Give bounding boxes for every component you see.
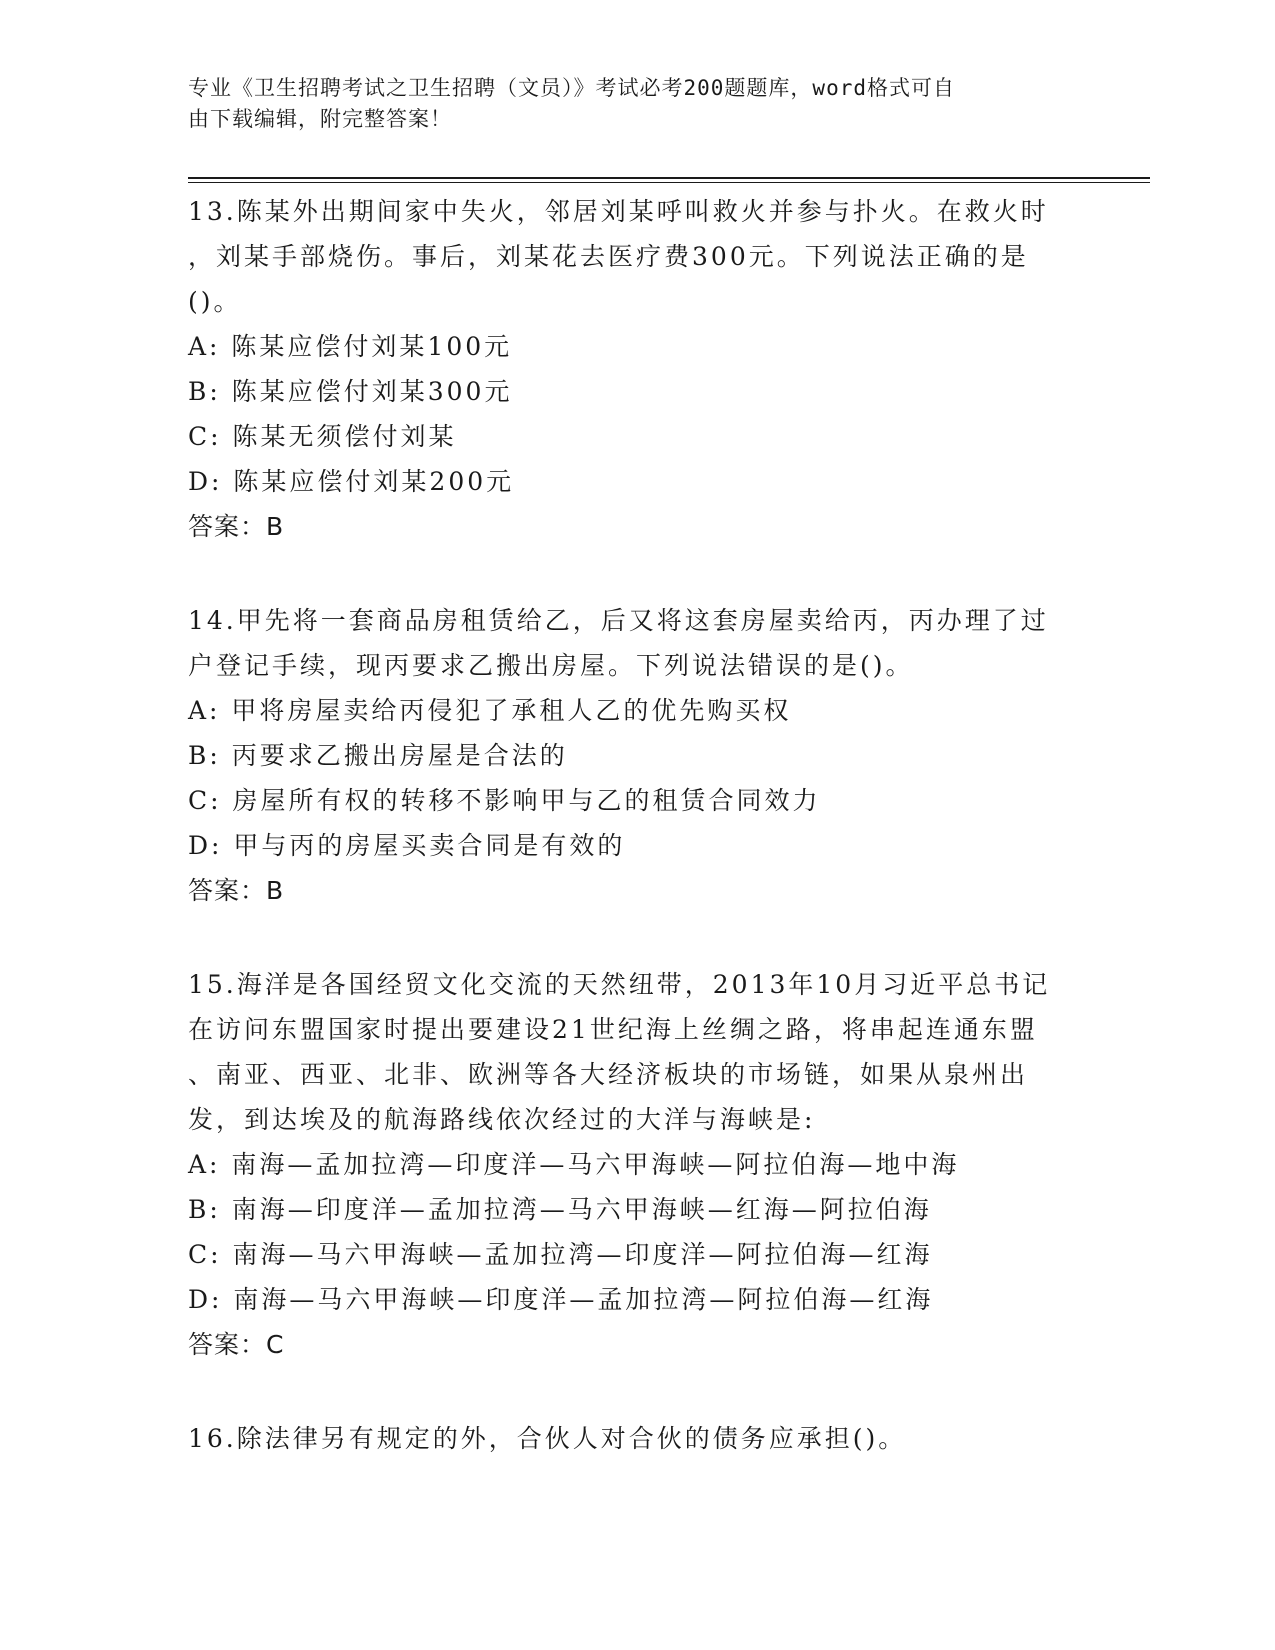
question-text-line: 13.陈某外出期间家中失火，邻居刘某呼叫救火并参与扑火。在救火时 (188, 197, 1049, 226)
option-b: B: 陈某应偿付刘某300元 (188, 377, 513, 406)
question-text-line: ，刘某手部烧伤。事后，刘某花去医疗费300元。下列说法正确的是 (188, 242, 1029, 271)
header-line-1: 专业《卫生招聘考试之卫生招聘（文员）》考试必考200题题库，word格式可自 (188, 76, 955, 100)
document-header (188, 73, 1068, 135)
question-14 (188, 598, 1078, 913)
answer: 答案：C (188, 1330, 285, 1359)
option-b: B: 丙要求乙搬出房屋是合法的 (188, 741, 568, 770)
question-text-line: 16.除法律另有规定的外，合伙人对合伙的债务应承担()。 (188, 1424, 907, 1453)
option-c: C: 陈某无须偿付刘某 (188, 422, 457, 451)
option-c: C: 南海—马六甲海峡—孟加拉湾—印度洋—阿拉伯海—红海 (188, 1240, 933, 1269)
option-a: A: 南海—孟加拉湾—印度洋—马六甲海峡—阿拉伯海—地中海 (188, 1150, 960, 1179)
header-divider-thick (188, 177, 1150, 179)
header-line-2: 由下载编辑，附完整答案！ (188, 107, 452, 131)
answer: 答案：B (188, 512, 285, 541)
question-text-line: 14.甲先将一套商品房租赁给乙，后又将这套房屋卖给丙，丙办理了过 (188, 606, 1049, 635)
header-divider-thin (188, 182, 1150, 183)
option-b: B: 南海—印度洋—孟加拉湾—马六甲海峡—红海—阿拉伯海 (188, 1195, 932, 1224)
question-15 (188, 962, 1078, 1367)
question-13 (188, 189, 1078, 549)
question-text-line: 、南亚、西亚、北非、欧洲等各大经济板块的市场链，如果从泉州出 (188, 1060, 1029, 1089)
question-text-line: 15.海洋是各国经贸文化交流的天然纽带，2013年10月习近平总书记 (188, 970, 1051, 999)
question-text-line: ()。 (188, 287, 242, 316)
option-d: D: 陈某应偿付刘某200元 (188, 467, 515, 496)
answer: 答案：B (188, 876, 285, 905)
option-d: D: 南海—马六甲海峡—印度洋—孟加拉湾—阿拉伯海—红海 (188, 1285, 934, 1314)
question-text-line: 在访问东盟国家时提出要建设21世纪海上丝绸之路，将串起连通东盟 (188, 1015, 1038, 1044)
question-text-line: 户登记手续，现丙要求乙搬出房屋。下列说法错误的是()。 (188, 651, 914, 680)
option-a: A: 甲将房屋卖给丙侵犯了承租人乙的优先购买权 (188, 696, 792, 725)
question-text-line: 发，到达埃及的航海路线依次经过的大洋与海峡是: (188, 1105, 816, 1134)
option-c: C: 房屋所有权的转移不影响甲与乙的租赁合同效力 (188, 786, 821, 815)
option-d: D: 甲与丙的房屋买卖合同是有效的 (188, 831, 626, 860)
option-a: A: 陈某应偿付刘某100元 (188, 332, 513, 361)
question-16 (188, 1416, 1078, 1461)
